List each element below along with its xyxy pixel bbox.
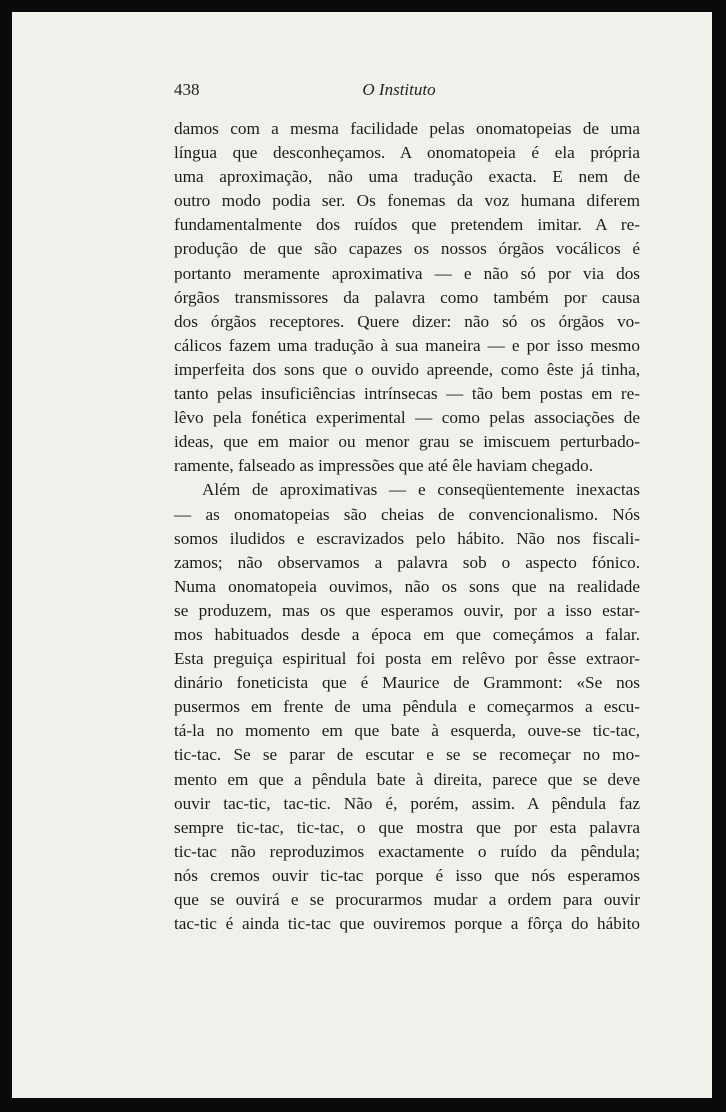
page-header xyxy=(164,80,634,104)
text-line: — as onomatopeias são cheias de convencionalismo. Nós xyxy=(174,504,640,524)
text-line: tá-la no momento em que bate à esquerda, ouve-se tic-tac, xyxy=(174,721,640,741)
running-title: O Instituto xyxy=(362,80,436,99)
text-line: dos órgãos receptores. Quere dizer: não só os órgãos vo- xyxy=(174,311,640,331)
text-line: se produzem, mas os que esperamos ouvir, por a isso estar- xyxy=(174,600,640,620)
page-number: 438 xyxy=(174,80,200,99)
text-line: zamos; não observamos a palavra sob o aspecto fónico. xyxy=(174,552,640,572)
text-line: dinário foneticista que é Maurice de Grammont: «Se nos xyxy=(174,673,640,693)
text-line: órgãos transmissores da palavra como também por causa xyxy=(174,287,640,307)
text-line: somos iludidos e escravizados pelo hábito. Não nos fiscali- xyxy=(174,528,640,548)
text-line: imperfeita dos sons que o ouvido apreende, como êste já tinha, xyxy=(174,359,640,379)
text-line: tic-tac. Se se parar de escutar e se se recomeçar no mo- xyxy=(174,745,640,765)
text-line: cálicos fazem uma tradução à sua maneira — e por isso mesmo xyxy=(174,335,640,355)
text-line: mos habituados desde a época em que começámos a falar. xyxy=(174,624,640,644)
text-line: tac-tic é ainda tic-tac que ouviremos porque a fôrça do hábito xyxy=(174,914,640,934)
text-line: ouvir tac-tic, tac-tic. Não é, porém, assim. A pêndula faz xyxy=(174,793,640,813)
text-line: lêvo pela fonética experimental — como pelas associações de xyxy=(174,408,640,428)
text-line: ramente, falseado as impressões que até êle haviam chegado. xyxy=(174,456,594,476)
text-line: uma aproximação, não uma tradução exacta. E nem de xyxy=(174,167,640,187)
body-text xyxy=(174,117,640,936)
text-line: ideas, que em maior ou menor grau se imiscuem perturbado- xyxy=(174,432,640,452)
text-line: outro modo podia ser. Os fonemas da voz humana diferem xyxy=(174,191,640,211)
text-line: fundamentalmente dos ruídos que pretendem imitar. A re- xyxy=(174,215,640,235)
book-page xyxy=(12,12,712,1098)
text-line: que se ouvirá e se procurarmos mudar a ordem para ouvir xyxy=(174,890,640,909)
text-line: pusermos em frente de uma pêndula e começarmos a escu- xyxy=(174,697,640,717)
text-line: Numa onomatopeia ouvimos, não os sons que na realidade xyxy=(174,576,640,596)
text-line: mento em que a pêndula bate à direita, parece que se deve xyxy=(174,769,640,789)
text-line: tanto pelas insuficiências intrínsecas — tão bem postas em re- xyxy=(174,384,640,404)
text-line: produção de que são capazes os nossos órgãos vocálicos é xyxy=(174,239,640,259)
text-line: portanto meramente aproximativa — e não só por via dos xyxy=(174,263,640,283)
text-line: tic-tac não reproduzimos exactamente o ruído da pêndula; xyxy=(174,841,640,861)
text-line: Esta preguiça espiritual foi posta em relêvo por êsse extraor- xyxy=(174,649,640,669)
text-line: língua que desconheçamos. A onomatopeia é ela própria xyxy=(174,143,640,163)
text-line: nós cremos ouvir tic-tac porque é isso que nós esperamos xyxy=(174,865,640,885)
text-line: damos com a mesma facilidade pelas onomatopeias de uma xyxy=(174,119,640,138)
text-line: Além de aproximativas — e conseqüentemente inexactas xyxy=(202,480,640,500)
text-line: sempre tic-tac, tic-tac, o que mostra que por esta palavra xyxy=(174,817,640,837)
